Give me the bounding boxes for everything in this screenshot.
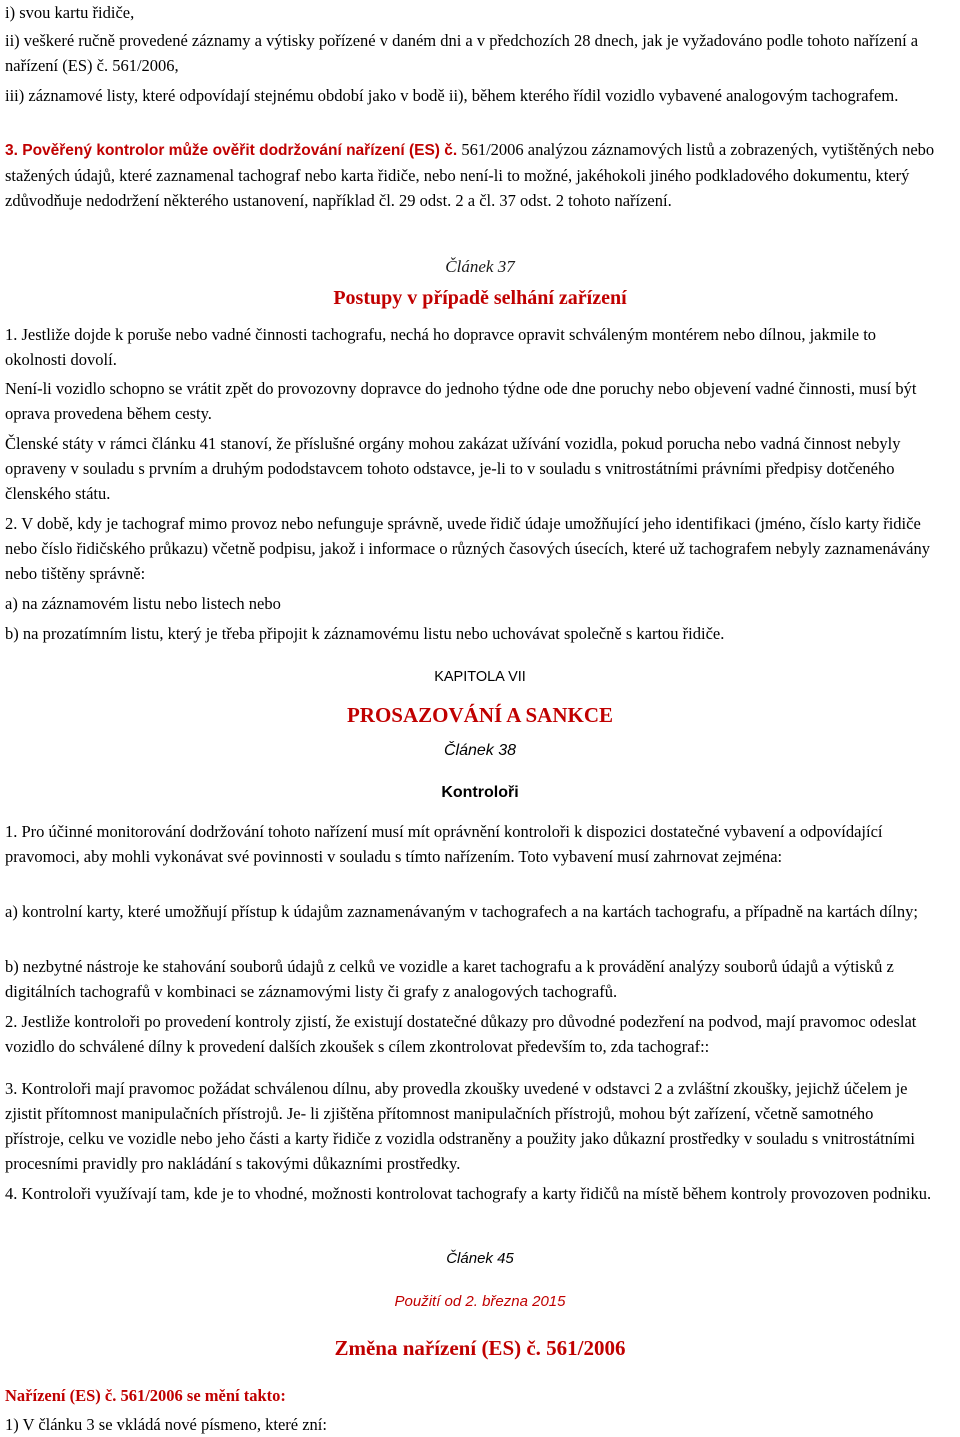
paragraph-item-i: i) svou kartu řidiče, bbox=[5, 3, 135, 22]
paragraph-3-body: 561/2006 analýzou záznamových listů a zobrazených, vytištěných nebo stažených údajů, které zaznamenal tachograf nebo karta řidiče, nebo není-li to možné, jakéhokoli jiného podkladového dokumentu, který zdůvodňuje nedodržení některého ustanovení, například čl. 29 odst. 2 a čl. 37 odst. 2 tohoto nařízení. bbox=[5, 140, 935, 210]
article-45-title: Změna nařízení (ES) č. 561/2006 bbox=[334, 1336, 626, 1360]
article-37-pb: b) na prozatímním listu, který je třeba připojit k záznamovému listu nebo uchovávat společně s kartou řidiče. bbox=[5, 624, 725, 643]
article-37-p4: 2. V době, kdy je tachograf mimo provoz nebo nefunguje správně, uvede řidič údaje umožňující jeho identifikaci (jméno, číslo karty řidiče nebo číslo řidičského průkazu) včetně podpisu, jakož i informace o různých časových úsecích, které už tachografem nebyly zaznamenávány nebo tištěny správně: bbox=[5, 514, 930, 583]
article-38-p3: 3. Kontroloři mají pravomoc požádat schválenou dílnu, aby provedla zkoušky uvedené v odstavci 2 a zvláštní zkoušky, jejichž účelem je zjistit přítomnost manipulačních přístrojů. Je- li zjištěna přítomnost manipulačních přístrojů, mohou být zařízení, včetně samotného přístroje, celku ve vozidle nebo jeho části a karty řidiče z vozidla odstraněny a použity jako důkazní prostředky v souladu s vnitrostátními procesními pravidly pro nakládání s takovými důkazními prostředky. bbox=[5, 1079, 915, 1173]
article-37-title: Postupy v případě selhání zařízení bbox=[333, 287, 627, 309]
article-37-p3: Členské státy v rámci článku 41 stanoví, že příslušné orgány mohou zakázat užívání vozidla, pokud porucha nebo vadná činnost nebyly opraveny v souladu s prvním a druhým pododstavcem tohoto odstavce, je-li to v souladu s vnitrostátními právními předpisy dotčeného členského státu. bbox=[5, 434, 901, 503]
article-38-label: Článek 38 bbox=[443, 742, 517, 759]
article-38-pa: a) kontrolní karty, které umožňují přístup k údajům zaznamenávaným v tachografech a na kartách tachografu, a případně na kartách dílny; bbox=[5, 902, 918, 921]
paragraph-item-ii: ii) veškeré ručně provedené záznamy a výtisky pořízené v daném dni a v předchozích 28 dnech, jak je vyžadováno podle tohoto nařízení a nařízení (ES) č. 561/2006, bbox=[5, 31, 919, 75]
paragraph-3-lead: 3. Pověřený kontrolor může ověřit dodržování nařízení (ES) č. bbox=[5, 142, 458, 159]
article-45-label: Článek 45 bbox=[446, 1250, 514, 1267]
article-37-p1: 1. Jestliže dojde k poruše nebo vadné činnosti tachografu, nechá ho dopravce opravit schváleným montérem nebo dílnou, jakmile to okolnosti dovolí. bbox=[5, 325, 877, 369]
article-38-p4: 4. Kontroloři využívají tam, kde je to vhodné, možnosti kontrolovat tachografy a karty řidičů na místě během kontroly provozoven podniku. bbox=[5, 1184, 932, 1203]
article-38-title: Kontroloři bbox=[441, 784, 519, 801]
article-37-pa: a) na záznamovém listu nebo listech nebo bbox=[5, 594, 281, 613]
chapter-title: PROSAZOVÁNÍ A SANKCE bbox=[346, 703, 614, 727]
paragraph-item-iii: iii) záznamové listy, které odpovídají stejnému období jako v bodě ii), během kterého řídil vozidlo vybavené analogovým tachografem. bbox=[5, 86, 899, 105]
amendment-intro: Nařízení (ES) č. 561/2006 se mění takto: bbox=[5, 1386, 286, 1405]
article-37-label: Článek 37 bbox=[445, 257, 515, 276]
article-37-p2: Není-li vozidlo schopno se vrátit zpět do provozovny dopravce do jednoho týdne ode dne poruchy nebo objevení vadné činnosti, musí být oprava provedena během cesty. bbox=[5, 379, 917, 423]
chapter-label: KAPITOLA VII bbox=[434, 669, 526, 685]
article-38-p1: 1. Pro účinné monitorování dodržování tohoto nařízení musí mít oprávnění kontroloři k dispozici dostatečné vybavení a odpovídající pravomoci, aby mohli vykonávat své povinnosti v souladu s tímto nařízením. Toto vybavení musí zahrnovat zejména: bbox=[5, 822, 883, 866]
article-38-p2: 2. Jestliže kontroloři po provedení kontroly zjistí, že existují dostatečné důkazy pro důvodné podezření na podvod, mají pravomoc odeslat vozidlo do schválené dílny k provedení dalších zkoušek s cílem zkontrolovat především to, zda tachograf:: bbox=[5, 1012, 917, 1056]
article-45-subtitle: Použití od 2. března 2015 bbox=[394, 1293, 566, 1310]
paragraph-3 bbox=[5, 137, 935, 213]
article-38-pb: b) nezbytné nástroje ke stahování souborů údajů z celků ve vozidle a karet tachografu a k provádění analýzy souborů údajů a výtisků z digitálních tachografů v kombinaci se záznamovými listy či grafy z analogových tachografů. bbox=[5, 957, 894, 1001]
amendment-item-1: 1) V článku 3 se vkládá nové písmeno, které zní: bbox=[5, 1415, 327, 1434]
